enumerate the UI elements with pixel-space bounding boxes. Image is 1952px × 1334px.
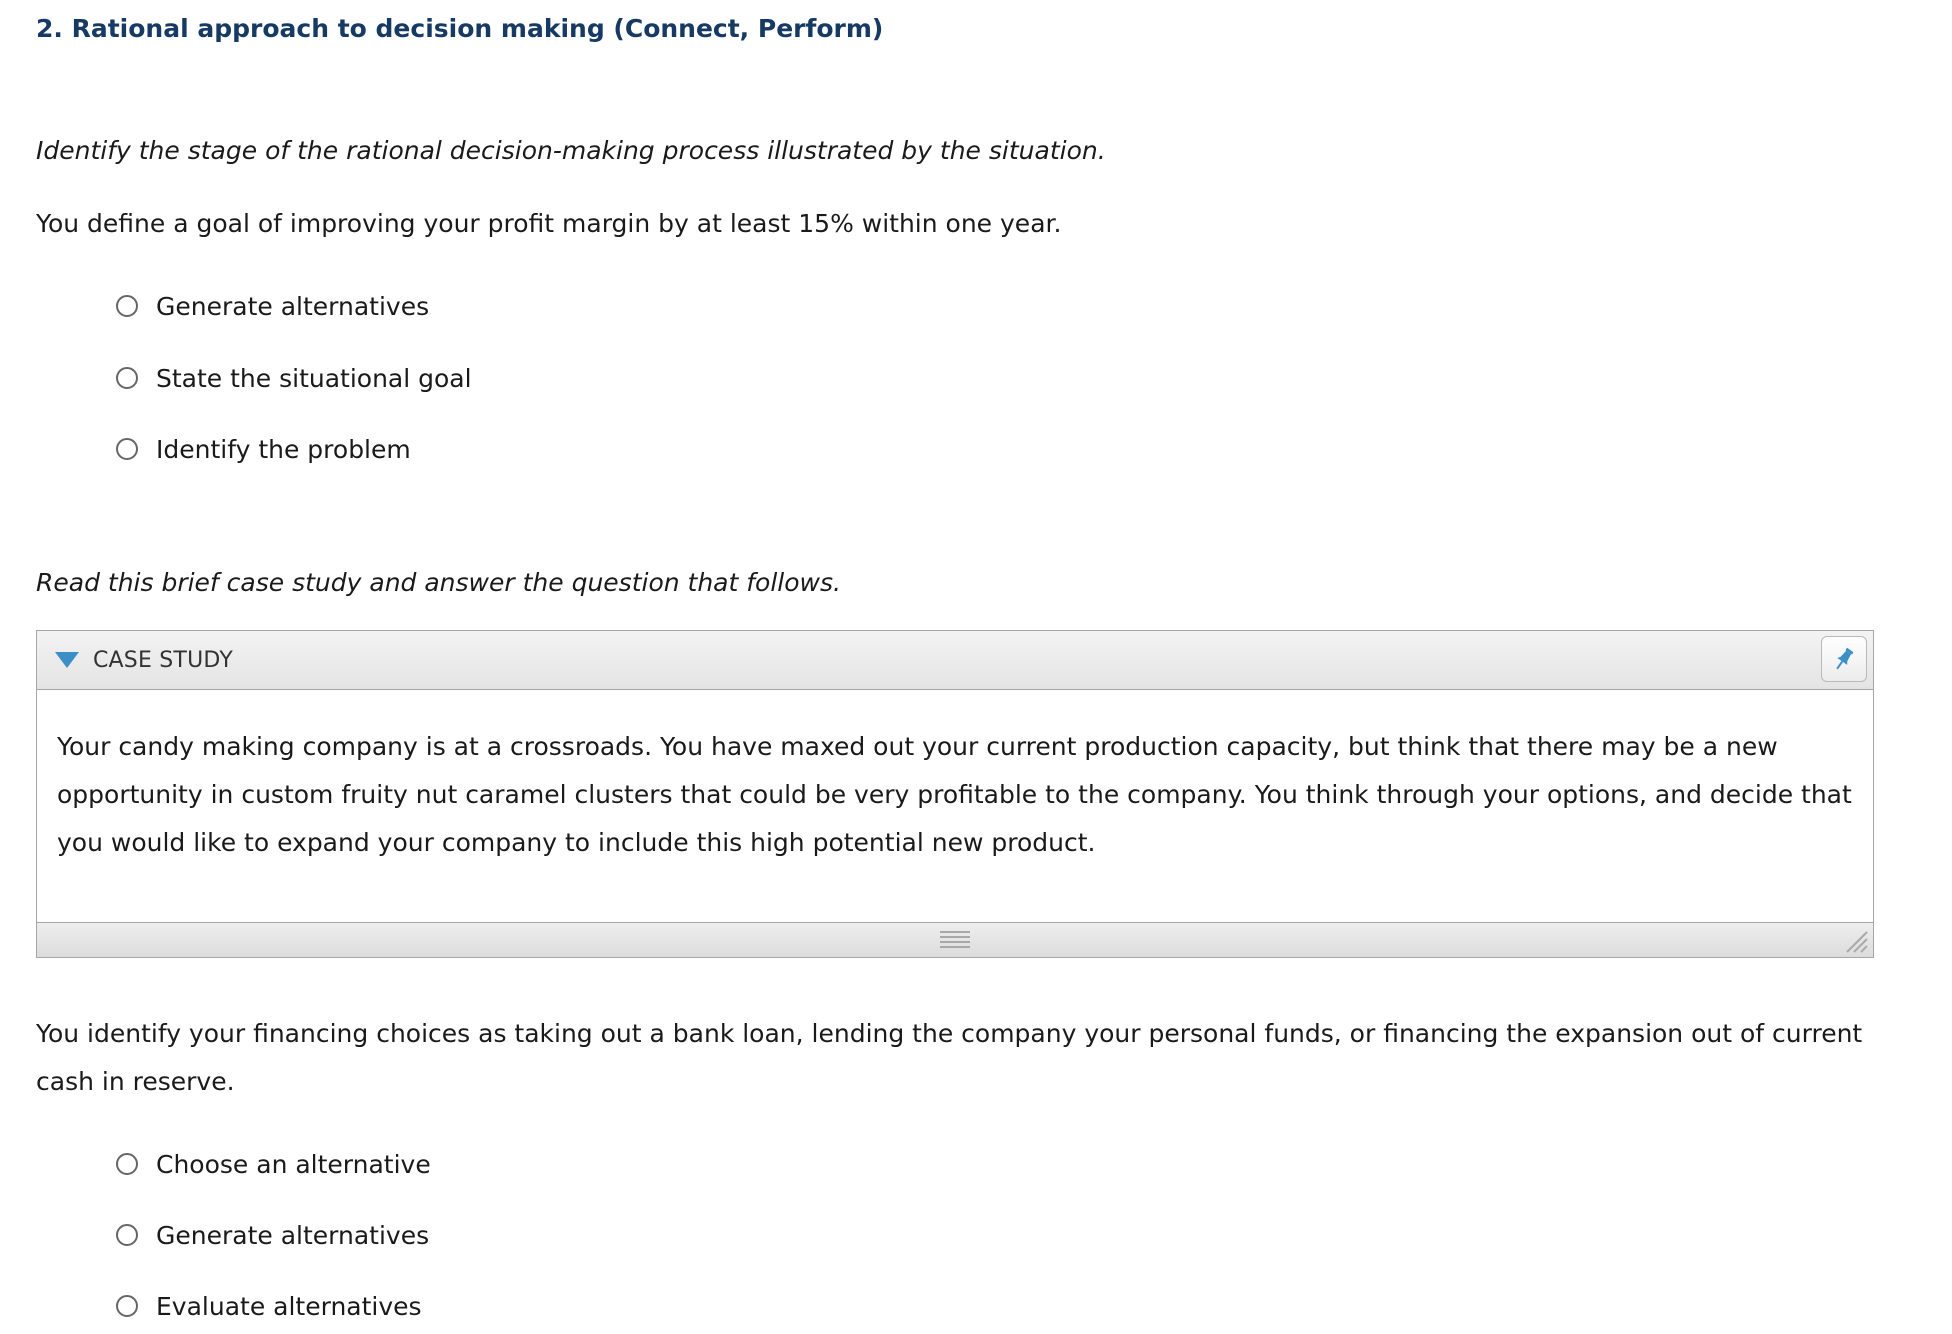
case-study-label: CASE STUDY <box>93 647 233 673</box>
radio-button[interactable] <box>116 367 138 389</box>
case-study-panel <box>36 630 1874 958</box>
pin-icon <box>1830 645 1858 673</box>
option-label: Choose an alternative <box>156 1149 431 1179</box>
pin-button[interactable] <box>1821 636 1867 682</box>
part1-option-identify-problem[interactable] <box>116 433 411 465</box>
radio-button[interactable] <box>116 1295 138 1317</box>
part1-option-generate-alternatives[interactable] <box>116 290 429 322</box>
radio-button[interactable] <box>116 438 138 460</box>
option-label: Identify the problem <box>156 434 411 464</box>
option-label: Evaluate alternatives <box>156 1291 422 1321</box>
part2-option-choose-alternative[interactable] <box>116 1148 431 1180</box>
part2-option-evaluate-alternatives[interactable] <box>116 1290 422 1322</box>
option-label: State the situational goal <box>156 363 472 393</box>
case-study-body: Your candy making company is at a crossroads. You have maxed out your current production capacity, but think that there may be a new opportunity in custom fruity nut caramel clusters that could be very profitable to the company. You think through your options, and decide that you would like to expand your company to include this high potential new product. <box>57 732 1852 857</box>
part1-situation: You define a goal of improving your profit margin by at least 15% within one year. <box>36 209 1062 238</box>
resize-corner-icon[interactable] <box>1843 928 1869 954</box>
radio-button[interactable] <box>116 1224 138 1246</box>
radio-button[interactable] <box>116 295 138 317</box>
radio-button[interactable] <box>116 1153 138 1175</box>
part1-option-state-situational-goal[interactable] <box>116 362 472 394</box>
collapse-triangle-icon[interactable] <box>55 652 79 668</box>
part1-instruction: Identify the stage of the rational decision-making process illustrated by the situation. <box>36 136 1106 165</box>
drag-handle-icon[interactable] <box>940 931 970 949</box>
part2-instruction: Read this brief case study and answer the question that follows. <box>36 568 841 597</box>
case-study-header[interactable] <box>37 631 1873 690</box>
question-title: 2. Rational approach to decision making (Connect, Perform) <box>36 14 884 43</box>
option-label: Generate alternatives <box>156 291 430 321</box>
part2-situation: You identify your financing choices as taking out a bank loan, lending the company your personal funds, or financing the expansion out of current cash in reserve. <box>36 1019 1863 1096</box>
option-label: Generate alternatives <box>156 1220 430 1250</box>
part2-option-generate-alternatives[interactable] <box>116 1219 429 1251</box>
case-study-footer <box>37 922 1873 957</box>
